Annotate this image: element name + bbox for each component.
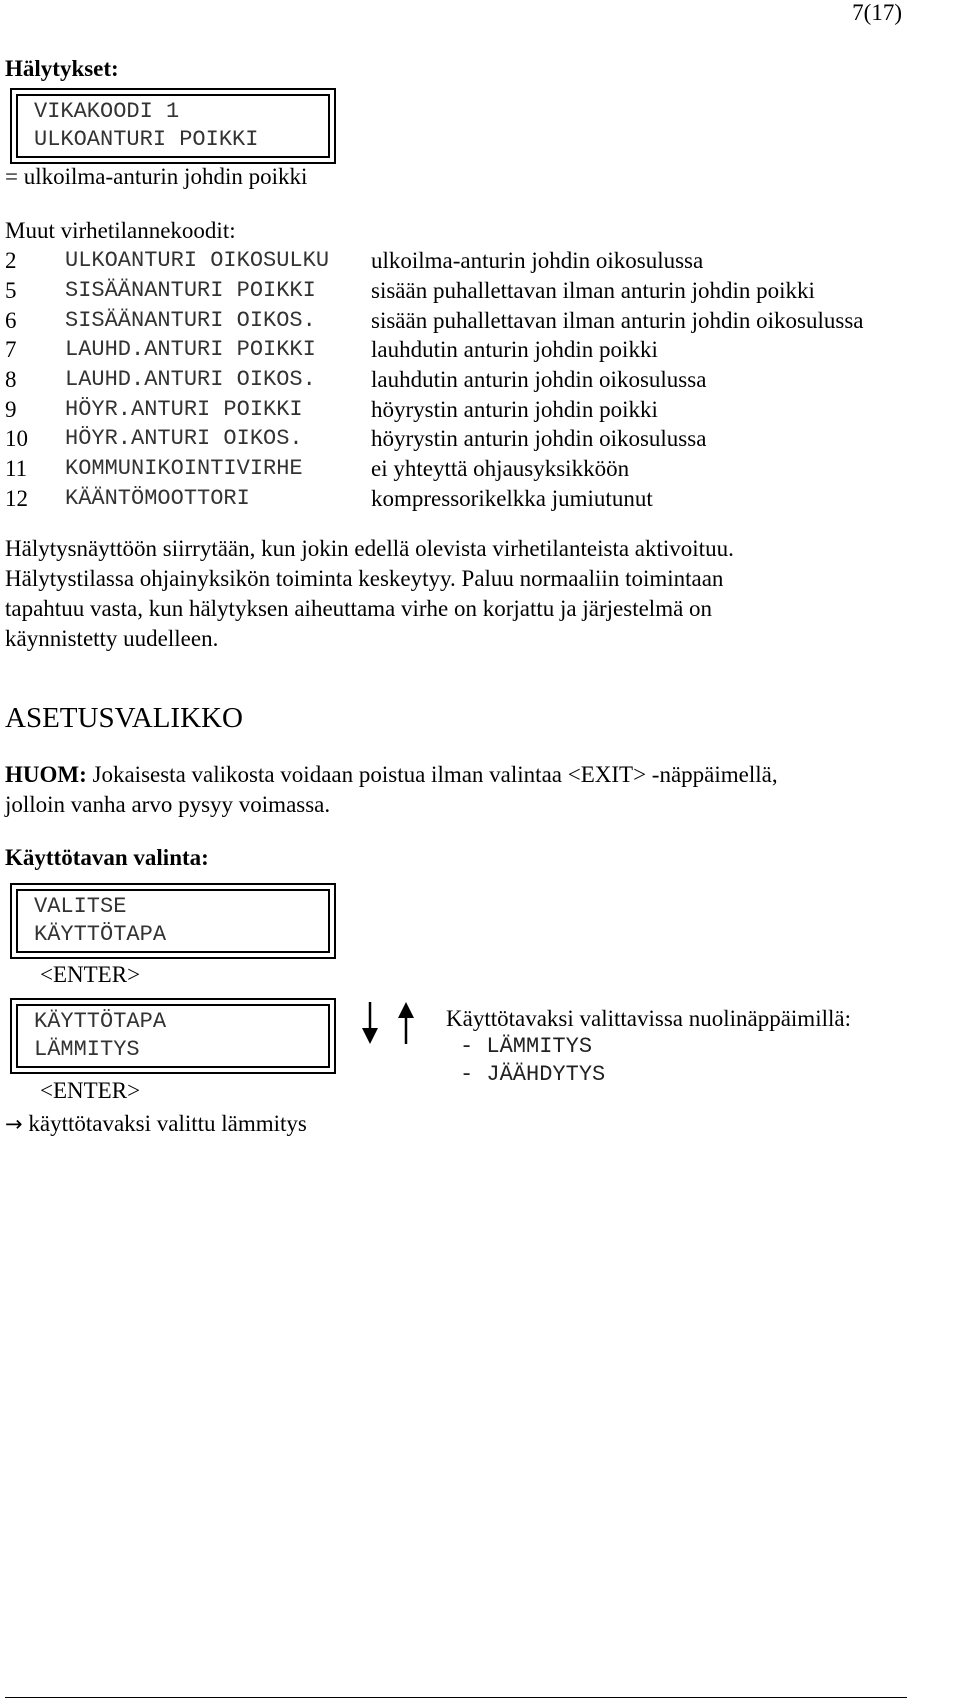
- error-code-number: 6: [5, 308, 17, 333]
- alarms-heading: Hälytykset:: [5, 56, 119, 81]
- up-arrow-icon: [398, 1002, 414, 1044]
- settings-note: [5, 760, 905, 820]
- down-arrow-icon: [362, 1002, 378, 1044]
- alarm-explanation: [5, 534, 905, 654]
- error-code-number: 9: [5, 397, 17, 422]
- error-code-description: ei yhteyttä ohjausyksikköön: [371, 456, 630, 481]
- error-code-description: lauhdutin anturin johdin poikki: [371, 337, 658, 362]
- right-arrow-icon: →: [5, 1112, 23, 1136]
- error-code-number: 11: [5, 456, 28, 481]
- alarm-explanation-line: Hälytysnäyttöön siirrytään, kun jokin edellä olevista virhetilanteista aktivoituu.: [5, 536, 734, 561]
- mode-display-current-line-1: KÄYTTÖTAPA: [34, 1009, 167, 1034]
- footer-rule: [5, 1697, 907, 1698]
- option-item-heating: - LÄMMITYS: [460, 1034, 593, 1059]
- note-label: HUOM:: [5, 762, 87, 787]
- error-code-number: 7: [5, 337, 17, 362]
- note-text: Jokaisesta valikosta voidaan poistua ilman valintaa <EXIT> -näppäimellä,: [86, 762, 778, 787]
- mode-result-text: käyttötavaksi valittu lämmitys: [28, 1111, 307, 1136]
- error-code-text: SISÄÄNANTURI OIKOS.: [65, 308, 316, 333]
- alarm-display-line-1: VIKAKOODI 1: [34, 99, 180, 124]
- mode-display-select: [10, 883, 336, 959]
- other-codes-heading: Muut virhetilannekoodit:: [5, 218, 236, 243]
- error-code-text: KOMMUNIKOINTIVIRHE: [65, 456, 303, 481]
- enter-key-label: <ENTER>: [40, 962, 141, 987]
- page-number: 7(17): [852, 0, 902, 25]
- error-code-description: sisään puhallettavan ilman anturin johdin poikki: [371, 278, 815, 303]
- error-code-description: lauhdutin anturin johdin oikosulussa: [371, 367, 707, 392]
- mode-display-current: [10, 998, 336, 1074]
- error-code-text: HÖYR.ANTURI POIKKI: [65, 397, 303, 422]
- error-code-description: ulkoilma-anturin johdin oikosulussa: [371, 248, 704, 273]
- error-code-number: 5: [5, 278, 17, 303]
- error-code-number: 10: [5, 426, 28, 451]
- mode-display-select-line-1: VALITSE: [34, 894, 127, 919]
- alarm-display-line-2: ULKOANTURI POIKKI: [34, 127, 259, 152]
- mode-display-select-line-2: KÄYTTÖTAPA: [34, 922, 167, 947]
- error-code-description: höyrystin anturin johdin poikki: [371, 397, 658, 422]
- alarm-display: [10, 88, 336, 164]
- error-code-text: KÄÄNTÖMOOTTORI: [65, 486, 250, 511]
- error-code-text: HÖYR.ANTURI OIKOS.: [65, 426, 303, 451]
- option-item-cooling: - JÄÄHDYTYS: [460, 1062, 606, 1087]
- alarm-explanation-line: käynnistetty uudelleen.: [5, 626, 219, 651]
- error-code-text: LAUHD.ANTURI POIKKI: [65, 337, 316, 362]
- mode-selection-heading: Käyttötavan valinta:: [5, 845, 209, 870]
- enter-key-label: <ENTER>: [40, 1078, 141, 1103]
- error-code-number: 12: [5, 486, 28, 511]
- error-code-text: ULKOANTURI OIKOSULKU: [65, 248, 330, 273]
- settings-heading: ASETUSVALIKKO: [5, 702, 243, 734]
- error-code-text: SISÄÄNANTURI POIKKI: [65, 278, 316, 303]
- options-heading: Käyttötavaksi valittavissa nuolinäppäimillä:: [446, 1006, 851, 1031]
- error-code-description: sisään puhallettavan ilman anturin johdin oikosulussa: [371, 308, 864, 333]
- error-code-description: kompressorikelkka jumiutunut: [371, 486, 653, 511]
- alarm-explanation-line: tapahtuu vasta, kun hälytyksen aiheuttama virhe on korjattu ja järjestelmä on: [5, 596, 713, 621]
- error-code-number: 8: [5, 367, 17, 392]
- mode-display-current-line-2: LÄMMITYS: [34, 1037, 140, 1062]
- error-code-description: höyrystin anturin johdin oikosulussa: [371, 426, 707, 451]
- error-code-text: LAUHD.ANTURI OIKOS.: [65, 367, 316, 392]
- error-code-number: 2: [5, 248, 17, 273]
- note-text-line-2: jolloin vanha arvo pysyy voimassa.: [5, 792, 331, 817]
- alarm-meaning: = ulkoilma-anturin johdin poikki: [5, 164, 308, 189]
- arrow-keys-graphic: [356, 1000, 426, 1046]
- arrow-keys: [356, 1000, 426, 1046]
- mode-result: [5, 1111, 307, 1137]
- alarm-explanation-line: Hälytystilassa ohjainyksikön toiminta keskeytyy. Paluu normaaliin toimintaan: [5, 566, 724, 591]
